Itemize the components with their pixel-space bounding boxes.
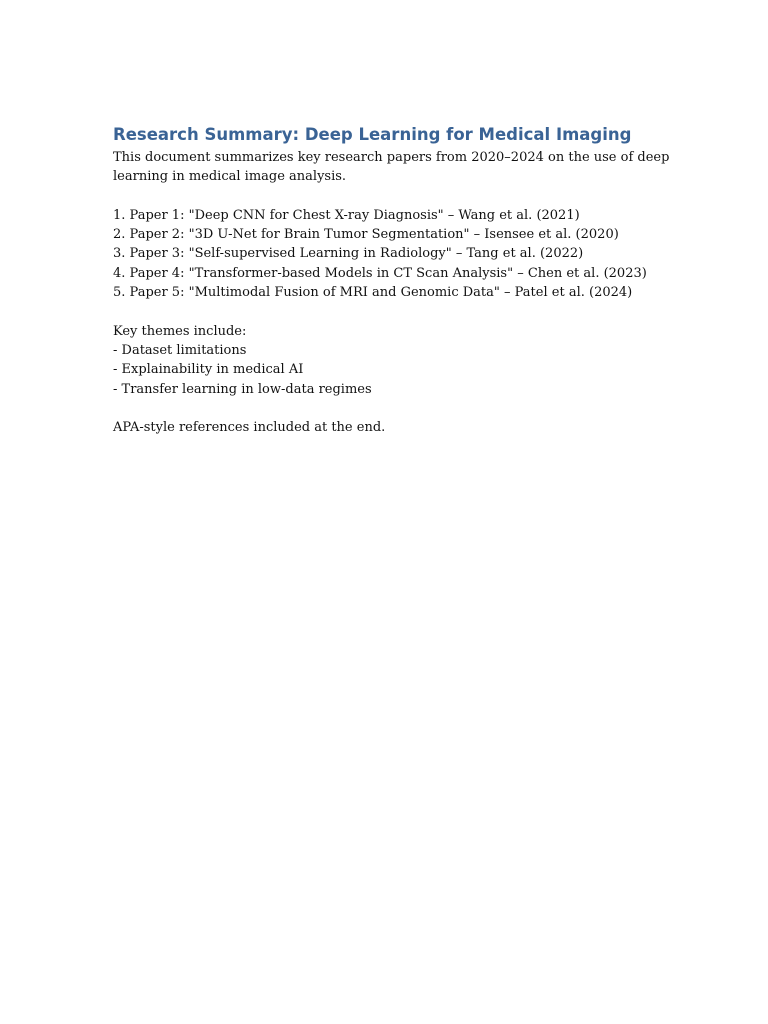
intro-line: learning in medical image analysis. [113,169,347,185]
theme-item: - Transfer learning in low-data regimes [113,381,372,397]
intro-line: This document summarizes key research papers from 2020–2024 on the use of deep [113,150,670,165]
spacer [113,302,653,321]
spacer [113,399,653,418]
intro-paragraph [113,148,670,187]
theme-item: - Explainability in medical AI [113,362,304,378]
document-title: Research Summary: Deep Learning for Medical Imaging [113,125,632,144]
theme-item: - Dataset limitations [113,342,247,358]
paper-list-item: 5. Paper 5: "Multimodal Fusion of MRI and Genomic Data" – Patel et al. (2024) [113,285,633,301]
paper-list-item: 2. Paper 2: "3D U-Net for Brain Tumor Segmentation" – Isensee et al. (2020) [113,227,619,243]
themes-heading: Key themes include: [113,323,247,339]
themes-section [113,322,653,399]
paper-list [113,206,653,302]
spacer [113,187,653,206]
closing-paragraph [113,418,653,437]
paper-list-item: 3. Paper 3: "Self-supervised Learning in Radiology" – Tang et al. (2022) [113,246,584,262]
closing-line: APA-style references included at the end. [113,420,386,436]
document-body [113,124,670,437]
paper-list-item: 1. Paper 1: "Deep CNN for Chest X-ray Diagnosis" – Wang et al. (2021) [113,207,580,223]
paper-list-item: 4. Paper 4: "Transformer-based Models in CT Scan Analysis" – Chen et al. (2023) [113,265,647,281]
